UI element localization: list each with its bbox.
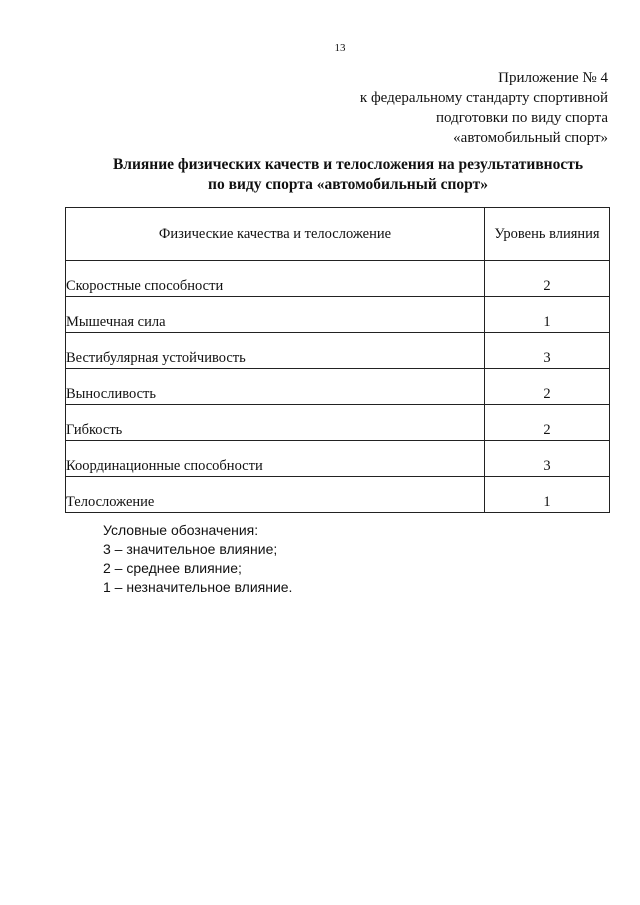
header-level: Уровень влияния bbox=[485, 208, 610, 261]
table-row bbox=[66, 261, 610, 297]
impact-table bbox=[65, 207, 610, 513]
table-header-row bbox=[66, 208, 610, 261]
level-cell: 1 bbox=[485, 477, 610, 513]
title-line: Влияние физических качеств и телосложения на результативность bbox=[112, 156, 584, 173]
level-cell: 2 bbox=[485, 405, 610, 441]
title-line: по виду спорта «автомобильный спорт» bbox=[208, 176, 488, 193]
level-cell: 3 bbox=[485, 441, 610, 477]
table-row bbox=[66, 477, 610, 513]
legend-heading: Условные обозначения: bbox=[103, 522, 259, 538]
annex-line: «автомобильный спорт» bbox=[453, 130, 608, 146]
table-row bbox=[66, 297, 610, 333]
legend-item: 1 – незначительное влияние. bbox=[103, 579, 293, 595]
level-cell: 3 bbox=[485, 333, 610, 369]
annex-header bbox=[360, 68, 608, 148]
quality-cell: Координационные способности bbox=[66, 441, 485, 477]
annex-line: Приложение № 4 bbox=[498, 70, 608, 86]
quality-cell: Вестибулярная устойчивость bbox=[66, 333, 485, 369]
legend-item: 2 – среднее влияние; bbox=[103, 560, 242, 576]
legend bbox=[103, 521, 292, 597]
table-row bbox=[66, 405, 610, 441]
document-title bbox=[60, 155, 636, 195]
quality-cell: Мышечная сила bbox=[66, 297, 485, 333]
level-cell: 2 bbox=[485, 261, 610, 297]
quality-cell: Скоростные способности bbox=[66, 261, 485, 297]
legend-item: 3 – значительное влияние; bbox=[103, 541, 278, 557]
quality-cell: Выносливость bbox=[66, 369, 485, 405]
table-row bbox=[66, 441, 610, 477]
level-cell: 1 bbox=[485, 297, 610, 333]
annex-line: к федеральному стандарту спортивной bbox=[359, 90, 608, 106]
header-quality: Физические качества и телосложение bbox=[66, 208, 485, 261]
table-row bbox=[66, 369, 610, 405]
table-row bbox=[66, 333, 610, 369]
page-number: 13 bbox=[334, 42, 346, 54]
quality-cell: Гибкость bbox=[66, 405, 485, 441]
level-cell: 2 bbox=[485, 369, 610, 405]
quality-cell: Телосложение bbox=[66, 477, 485, 513]
annex-line: подготовки по виду спорта bbox=[436, 110, 608, 126]
